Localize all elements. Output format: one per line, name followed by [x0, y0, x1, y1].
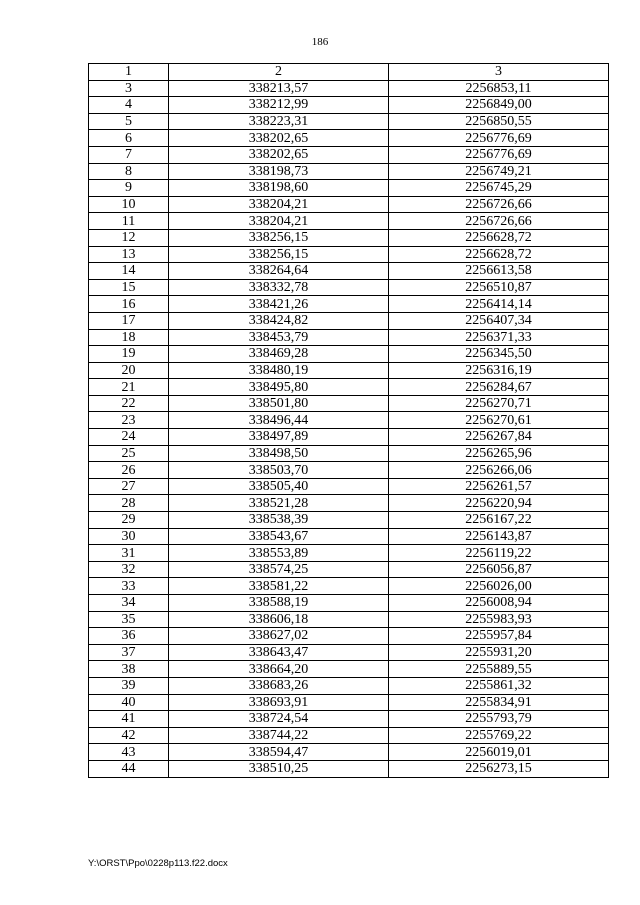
table-row	[89, 146, 609, 163]
point-number-cell: 29	[89, 512, 169, 529]
table-row	[89, 429, 609, 446]
point-number-cell: 10	[89, 196, 169, 213]
x-coordinate-cell: 338332,78	[169, 279, 389, 296]
y-coordinate-cell: 2256266,06	[389, 462, 609, 479]
table-row	[89, 595, 609, 612]
table-row	[89, 80, 609, 97]
x-coordinate-cell: 338198,60	[169, 180, 389, 197]
x-coordinate-cell: 338664,20	[169, 661, 389, 678]
point-number-cell: 44	[89, 760, 169, 777]
coordinates-table	[88, 63, 609, 778]
point-number-cell: 37	[89, 644, 169, 661]
x-coordinate-cell: 338543,67	[169, 528, 389, 545]
x-coordinate-cell: 338480,19	[169, 362, 389, 379]
table-row	[89, 97, 609, 114]
table-row	[89, 561, 609, 578]
y-coordinate-cell: 2256345,50	[389, 346, 609, 363]
y-coordinate-cell: 2255861,32	[389, 677, 609, 694]
y-coordinate-cell: 2256628,72	[389, 246, 609, 263]
table-row	[89, 694, 609, 711]
point-number-cell: 24	[89, 429, 169, 446]
x-coordinate-cell: 338503,70	[169, 462, 389, 479]
point-number-cell: 25	[89, 445, 169, 462]
header-cell-2: 2	[169, 64, 389, 81]
y-coordinate-cell: 2256270,71	[389, 395, 609, 412]
point-number-cell: 43	[89, 744, 169, 761]
table-row	[89, 462, 609, 479]
table-row	[89, 379, 609, 396]
table-row	[89, 229, 609, 246]
y-coordinate-cell: 2256267,84	[389, 429, 609, 446]
x-coordinate-cell: 338581,22	[169, 578, 389, 595]
x-coordinate-cell: 338574,25	[169, 561, 389, 578]
point-number-cell: 22	[89, 395, 169, 412]
x-coordinate-cell: 338469,28	[169, 346, 389, 363]
y-coordinate-cell: 2256316,19	[389, 362, 609, 379]
point-number-cell: 21	[89, 379, 169, 396]
table-row	[89, 644, 609, 661]
x-coordinate-cell: 338588,19	[169, 595, 389, 612]
point-number-cell: 3	[89, 80, 169, 97]
table-row	[89, 130, 609, 147]
point-number-cell: 11	[89, 213, 169, 230]
table-row	[89, 611, 609, 628]
y-coordinate-cell: 2256270,61	[389, 412, 609, 429]
point-number-cell: 20	[89, 362, 169, 379]
point-number-cell: 18	[89, 329, 169, 346]
table-header	[89, 64, 609, 81]
x-coordinate-cell: 338606,18	[169, 611, 389, 628]
point-number-cell: 39	[89, 677, 169, 694]
y-coordinate-cell: 2256026,00	[389, 578, 609, 595]
table-row	[89, 727, 609, 744]
x-coordinate-cell: 338627,02	[169, 628, 389, 645]
point-number-cell: 26	[89, 462, 169, 479]
x-coordinate-cell: 338521,28	[169, 495, 389, 512]
x-coordinate-cell: 338594,47	[169, 744, 389, 761]
y-coordinate-cell: 2255834,91	[389, 694, 609, 711]
point-number-cell: 6	[89, 130, 169, 147]
y-coordinate-cell: 2256850,55	[389, 113, 609, 130]
y-coordinate-cell: 2256261,57	[389, 478, 609, 495]
point-number-cell: 23	[89, 412, 169, 429]
point-number-cell: 14	[89, 263, 169, 280]
table-row	[89, 279, 609, 296]
x-coordinate-cell: 338202,65	[169, 130, 389, 147]
point-number-cell: 27	[89, 478, 169, 495]
x-coordinate-cell: 338553,89	[169, 545, 389, 562]
y-coordinate-cell: 2256749,21	[389, 163, 609, 180]
x-coordinate-cell: 338202,65	[169, 146, 389, 163]
footer-file-path: Y:\ORST\Ppo\0228p113.f22.docx	[88, 858, 228, 869]
table-body	[89, 80, 609, 777]
point-number-cell: 34	[89, 595, 169, 612]
y-coordinate-cell: 2256853,11	[389, 80, 609, 97]
table-row	[89, 628, 609, 645]
x-coordinate-cell: 338212,99	[169, 97, 389, 114]
y-coordinate-cell: 2255769,22	[389, 727, 609, 744]
y-coordinate-cell: 2255889,55	[389, 661, 609, 678]
x-coordinate-cell: 338501,80	[169, 395, 389, 412]
point-number-cell: 16	[89, 296, 169, 313]
point-number-cell: 13	[89, 246, 169, 263]
point-number-cell: 32	[89, 561, 169, 578]
x-coordinate-cell: 338421,26	[169, 296, 389, 313]
table-row	[89, 760, 609, 777]
table-row	[89, 329, 609, 346]
point-number-cell: 8	[89, 163, 169, 180]
table-row	[89, 312, 609, 329]
y-coordinate-cell: 2256056,87	[389, 561, 609, 578]
point-number-cell: 5	[89, 113, 169, 130]
x-coordinate-cell: 338643,47	[169, 644, 389, 661]
y-coordinate-cell: 2256745,29	[389, 180, 609, 197]
x-coordinate-cell: 338693,91	[169, 694, 389, 711]
x-coordinate-cell: 338498,50	[169, 445, 389, 462]
x-coordinate-cell: 338683,26	[169, 677, 389, 694]
y-coordinate-cell: 2256776,69	[389, 130, 609, 147]
point-number-cell: 19	[89, 346, 169, 363]
point-number-cell: 38	[89, 661, 169, 678]
table-row	[89, 296, 609, 313]
point-number-cell: 41	[89, 711, 169, 728]
point-number-cell: 31	[89, 545, 169, 562]
x-coordinate-cell: 338264,64	[169, 263, 389, 280]
table-row	[89, 578, 609, 595]
point-number-cell: 9	[89, 180, 169, 197]
y-coordinate-cell: 2256273,15	[389, 760, 609, 777]
y-coordinate-cell: 2256019,01	[389, 744, 609, 761]
header-cell-1: 1	[89, 64, 169, 81]
y-coordinate-cell: 2255793,79	[389, 711, 609, 728]
table-row	[89, 661, 609, 678]
table-header-row	[89, 64, 609, 81]
table-row	[89, 180, 609, 197]
y-coordinate-cell: 2255957,84	[389, 628, 609, 645]
table-row	[89, 478, 609, 495]
table-row	[89, 545, 609, 562]
y-coordinate-cell: 2256143,87	[389, 528, 609, 545]
page-number: 186	[311, 36, 329, 48]
y-coordinate-cell: 2256510,87	[389, 279, 609, 296]
x-coordinate-cell: 338538,39	[169, 512, 389, 529]
y-coordinate-cell: 2256407,34	[389, 312, 609, 329]
table-row	[89, 113, 609, 130]
table-row	[89, 445, 609, 462]
point-number-cell: 28	[89, 495, 169, 512]
y-coordinate-cell: 2255931,20	[389, 644, 609, 661]
point-number-cell: 12	[89, 229, 169, 246]
table-row	[89, 512, 609, 529]
y-coordinate-cell: 2256371,33	[389, 329, 609, 346]
y-coordinate-cell: 2256726,66	[389, 196, 609, 213]
table-row	[89, 362, 609, 379]
x-coordinate-cell: 338256,15	[169, 229, 389, 246]
table-row	[89, 412, 609, 429]
x-coordinate-cell: 338204,21	[169, 213, 389, 230]
point-number-cell: 15	[89, 279, 169, 296]
table-row	[89, 744, 609, 761]
x-coordinate-cell: 338510,25	[169, 760, 389, 777]
table-row	[89, 163, 609, 180]
table-row	[89, 395, 609, 412]
y-coordinate-cell: 2255983,93	[389, 611, 609, 628]
point-number-cell: 30	[89, 528, 169, 545]
point-number-cell: 17	[89, 312, 169, 329]
x-coordinate-cell: 338256,15	[169, 246, 389, 263]
x-coordinate-cell: 338505,40	[169, 478, 389, 495]
x-coordinate-cell: 338204,21	[169, 196, 389, 213]
x-coordinate-cell: 338744,22	[169, 727, 389, 744]
point-number-cell: 33	[89, 578, 169, 595]
point-number-cell: 35	[89, 611, 169, 628]
table-row	[89, 246, 609, 263]
y-coordinate-cell: 2256849,00	[389, 97, 609, 114]
x-coordinate-cell: 338495,80	[169, 379, 389, 396]
table-row	[89, 528, 609, 545]
x-coordinate-cell: 338724,54	[169, 711, 389, 728]
y-coordinate-cell: 2256726,66	[389, 213, 609, 230]
y-coordinate-cell: 2256776,69	[389, 146, 609, 163]
point-number-cell: 4	[89, 97, 169, 114]
point-number-cell: 40	[89, 694, 169, 711]
x-coordinate-cell: 338213,57	[169, 80, 389, 97]
table-row	[89, 263, 609, 280]
table-row	[89, 346, 609, 363]
x-coordinate-cell: 338453,79	[169, 329, 389, 346]
x-coordinate-cell: 338198,73	[169, 163, 389, 180]
x-coordinate-cell: 338424,82	[169, 312, 389, 329]
y-coordinate-cell: 2256414,14	[389, 296, 609, 313]
x-coordinate-cell: 338497,89	[169, 429, 389, 446]
table-row	[89, 213, 609, 230]
x-coordinate-cell: 338223,31	[169, 113, 389, 130]
table-row	[89, 677, 609, 694]
y-coordinate-cell: 2256628,72	[389, 229, 609, 246]
y-coordinate-cell: 2256008,94	[389, 595, 609, 612]
header-cell-3: 3	[389, 64, 609, 81]
y-coordinate-cell: 2256167,22	[389, 512, 609, 529]
point-number-cell: 36	[89, 628, 169, 645]
table-row	[89, 495, 609, 512]
table-row	[89, 196, 609, 213]
x-coordinate-cell: 338496,44	[169, 412, 389, 429]
y-coordinate-cell: 2256284,67	[389, 379, 609, 396]
y-coordinate-cell: 2256220,94	[389, 495, 609, 512]
y-coordinate-cell: 2256613,58	[389, 263, 609, 280]
point-number-cell: 7	[89, 146, 169, 163]
table-row	[89, 711, 609, 728]
y-coordinate-cell: 2256119,22	[389, 545, 609, 562]
point-number-cell: 42	[89, 727, 169, 744]
y-coordinate-cell: 2256265,96	[389, 445, 609, 462]
